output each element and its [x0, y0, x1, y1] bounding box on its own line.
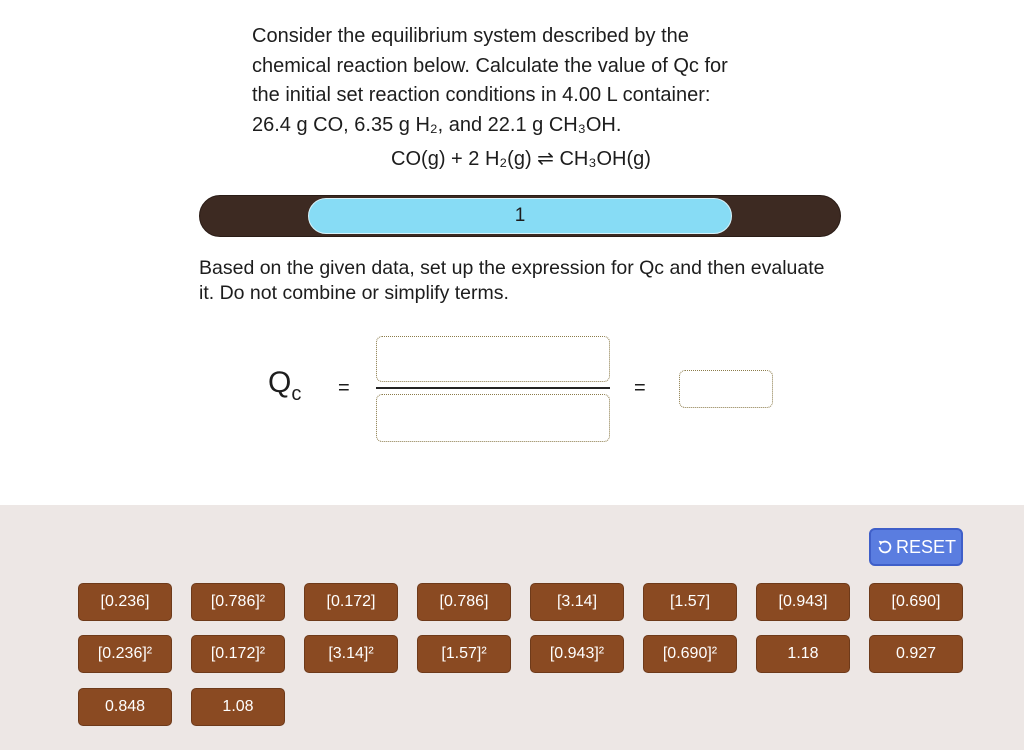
reset-icon	[876, 538, 894, 556]
answer-tile[interactable]: [0.786]²	[191, 583, 285, 621]
numerator-dropzone[interactable]	[376, 336, 610, 382]
fraction-line	[376, 387, 610, 389]
answer-tile[interactable]: [0.690]²	[643, 635, 737, 673]
question-line: Consider the equilibrium system described by the	[252, 25, 689, 47]
question-text	[252, 22, 792, 140]
equals-sign-left: =	[338, 377, 350, 399]
answer-tile[interactable]: [0.172]²	[191, 635, 285, 673]
answer-tile[interactable]: [3.14]²	[304, 635, 398, 673]
reset-label: RESET	[895, 536, 956, 557]
progress-bar	[199, 195, 841, 237]
qc-label	[268, 366, 301, 406]
question-line: the initial set reaction conditions in 4.00 L container:	[252, 84, 711, 106]
answer-tile[interactable]: [0.690]	[869, 583, 963, 621]
qc-subscript: c	[291, 383, 302, 405]
answer-tile[interactable]: [0.943]	[756, 583, 850, 621]
progress-step: 1	[308, 198, 732, 234]
answer-tile[interactable]: [3.14]	[530, 583, 624, 621]
answer-tile[interactable]: [0.786]	[417, 583, 511, 621]
answer-tile[interactable]: [0.172]	[304, 583, 398, 621]
answer-tile[interactable]: [1.57]	[643, 583, 737, 621]
answer-tile[interactable]: [0.236]²	[78, 635, 172, 673]
answer-tile[interactable]: [0.943]²	[530, 635, 624, 673]
denominator-dropzone[interactable]	[376, 394, 610, 442]
instruction-text: Based on the given data, set up the expression for Qc and then evaluate it. Do not combine or simplify terms.	[199, 257, 825, 304]
answer-tile[interactable]: [0.236]	[78, 583, 172, 621]
reset-button[interactable]	[869, 528, 963, 566]
result-dropzone[interactable]	[679, 370, 773, 408]
answer-tile[interactable]: 1.08	[191, 688, 285, 726]
answer-tile[interactable]: 0.848	[78, 688, 172, 726]
question-line: chemical reaction below. Calculate the value of Qc for	[252, 54, 728, 77]
question-line: 26.4 g CO, 6.35 g H₂, and 22.1 g CH₃OH.	[252, 113, 622, 136]
equals-sign-right: =	[634, 377, 646, 399]
qc-letter: Q	[268, 366, 292, 399]
reaction-equation: CO(g) + 2 H₂(g) ⇌ CH₃OH(g)	[391, 148, 651, 170]
answer-tile[interactable]: 1.18	[756, 635, 850, 673]
answer-tile[interactable]: [1.57]²	[417, 635, 511, 673]
answer-tile[interactable]: 0.927	[869, 635, 963, 673]
